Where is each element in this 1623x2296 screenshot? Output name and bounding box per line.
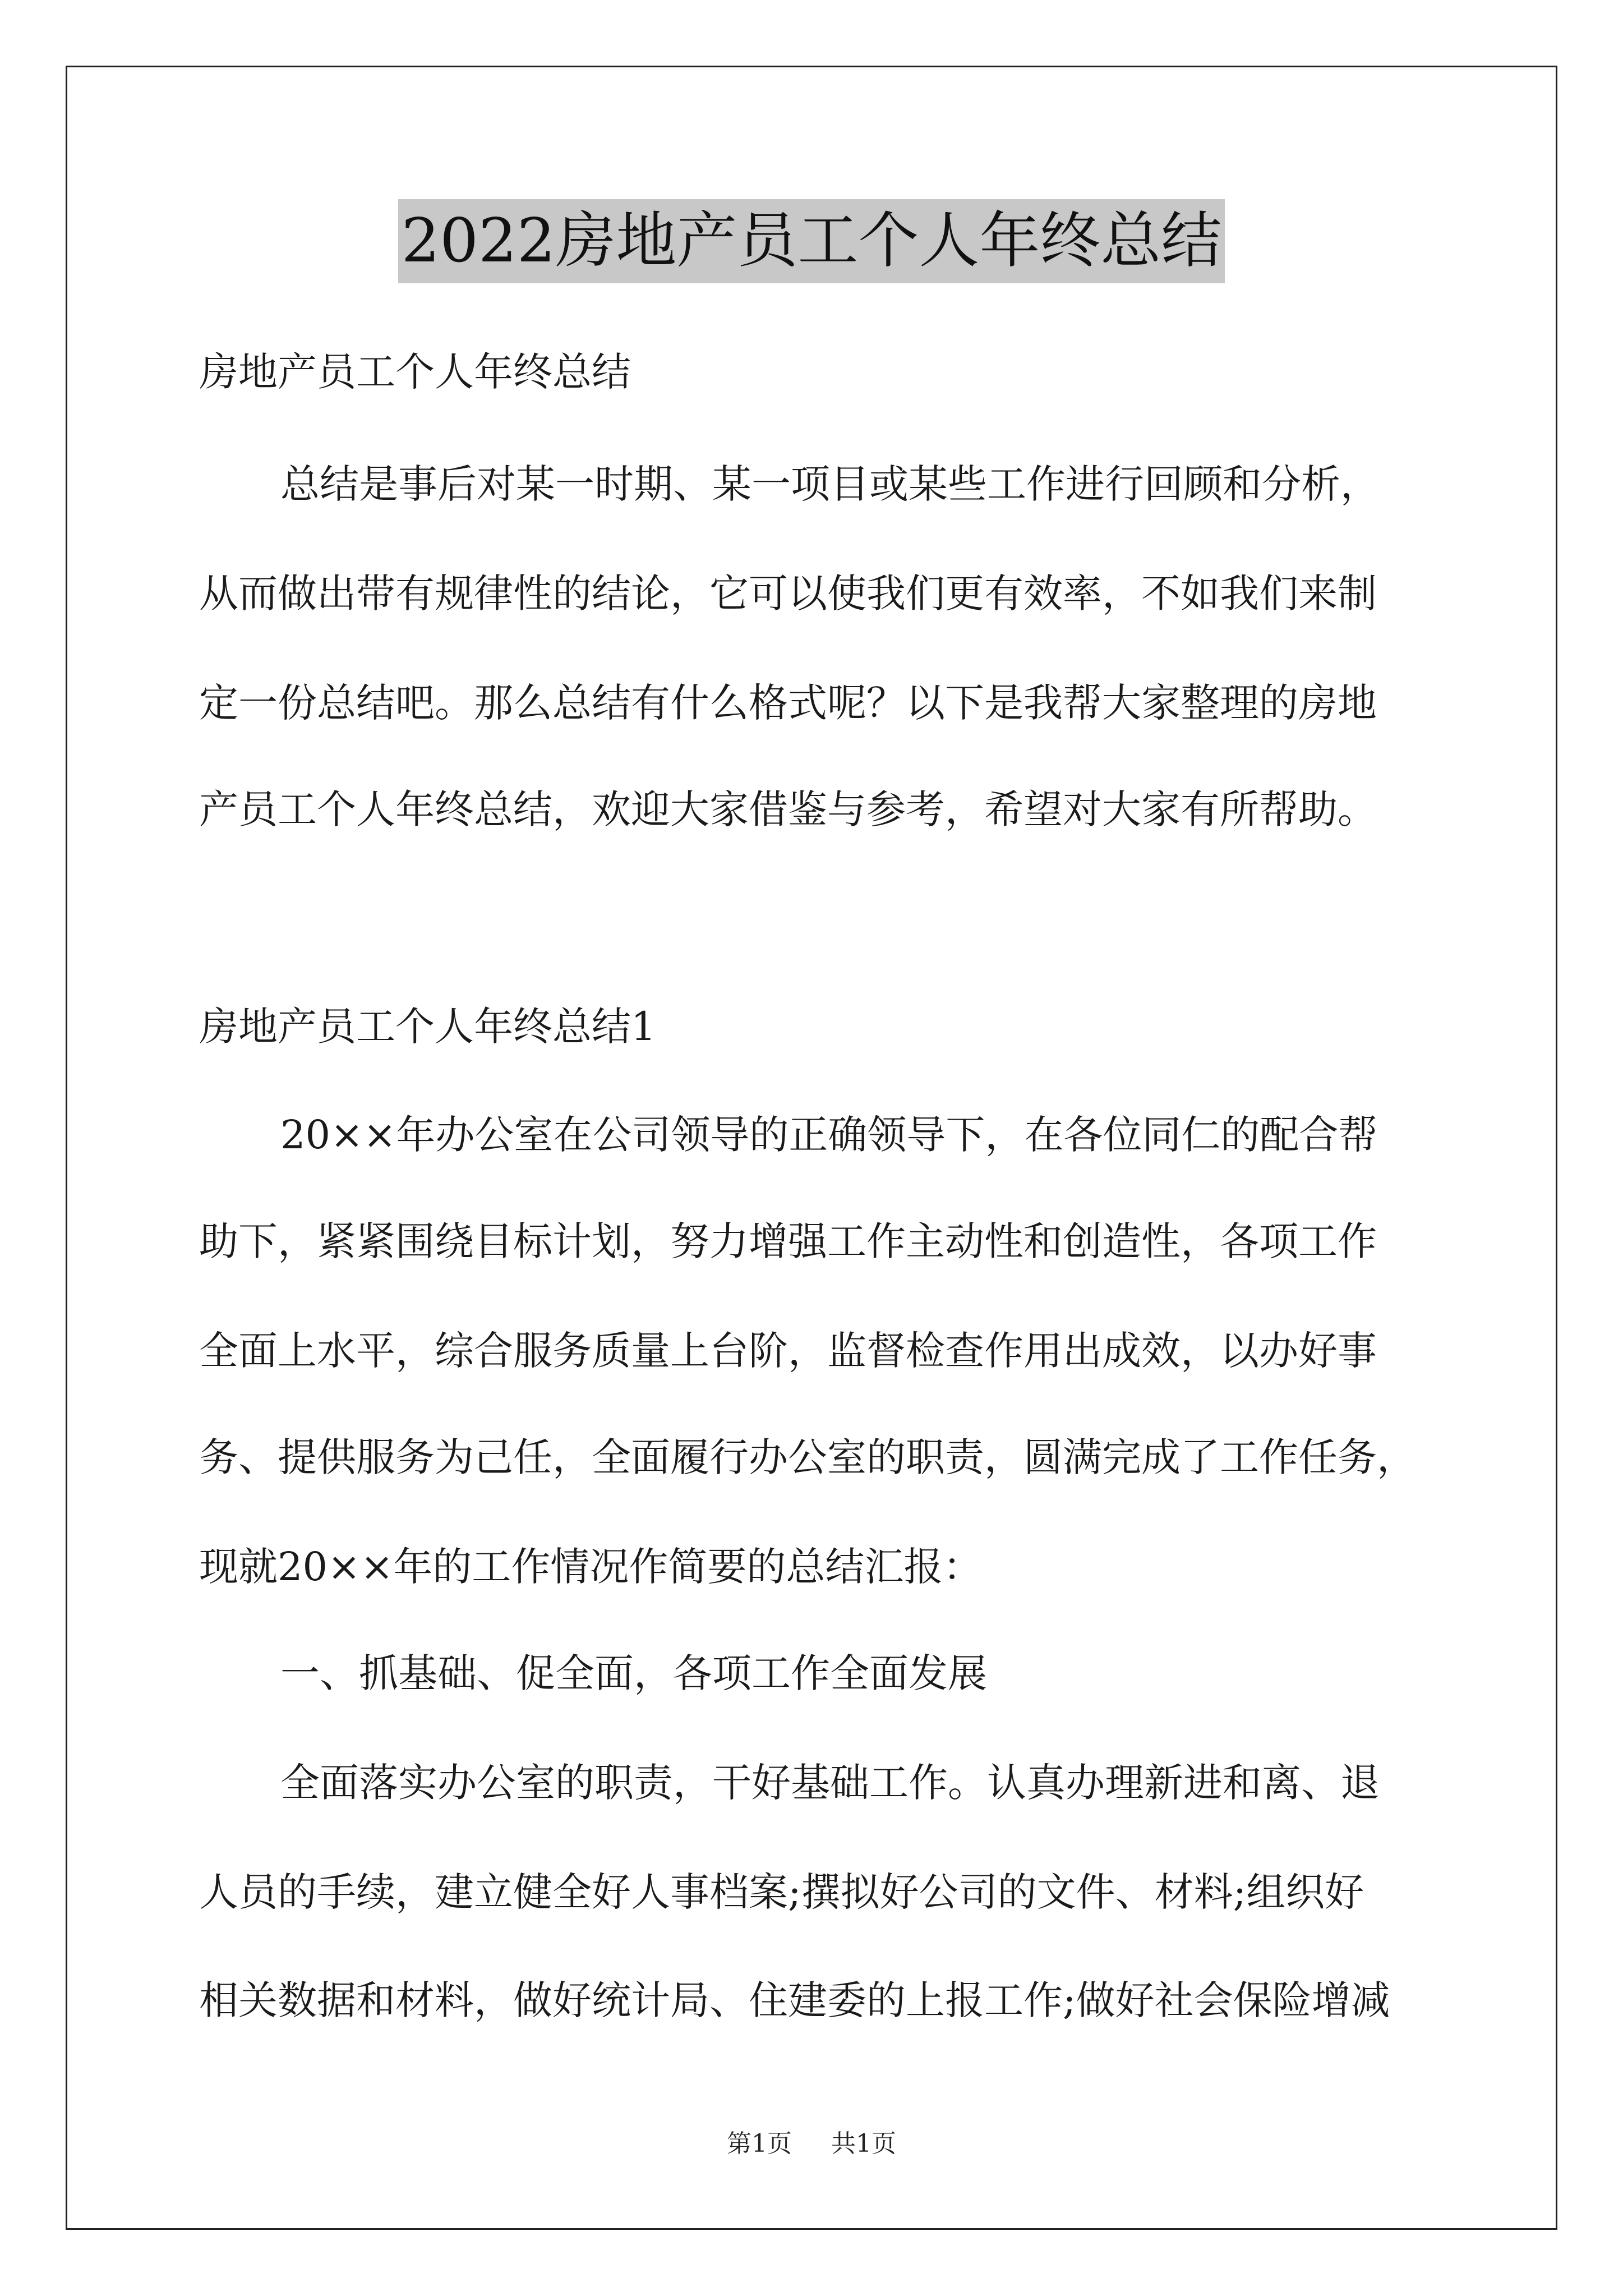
paragraph-line: 全面落实办公室的职责，干好基础工作。认真办理新进和离、退 [280,1760,1380,1806]
document-title: 2022房地产员工个人年终总结 [398,199,1225,283]
paragraph-line: 务、提供服务为己任，全面履行办公室的职责，圆满完成了工作任务， [199,1434,1416,1480]
paragraph-line: 相关数据和材料，做好统计局、住建委的上报工作;做好社会保险增减 [199,1977,1390,2023]
paragraph-line: 定一份总结吧。那么总结有什么格式呢？以下是我帮大家整理的房地 [199,680,1377,726]
paragraph-line: 总结是事后对某一时期、某一项目或某些工作进行回顾和分析， [280,461,1380,507]
paragraph-line: 人员的手续，建立健全好人事档案;撰拟好公司的文件、材料;组织好 [199,1869,1364,1915]
paragraph-line: 助下，紧紧围绕目标计划，努力增强工作主动性和创造性，各项工作 [199,1218,1377,1264]
paragraph-line: 产员工个人年终总结，欢迎大家借鉴与参考，希望对大家有所帮助。 [199,786,1377,832]
paragraph-line: 从而做出带有规律性的结论，它可以使我们更有效率，不如我们来制 [199,570,1377,616]
subsection-heading: 一、抓基础、促全面，各项工作全面发展 [280,1650,987,1696]
section-heading: 房地产员工个人年终总结1 [199,1004,656,1050]
paragraph-line: 20××年办公室在公司领导的正确领导下，在各位同仁的配合帮 [280,1112,1378,1158]
paragraph-line: 全面上水平，综合服务质量上台阶，监督检查作用出成效，以办好事 [199,1328,1377,1374]
section-heading: 房地产员工个人年终总结 [199,349,631,395]
page-total: 共1页 [831,2129,896,2158]
paragraph-line: 现就20××年的工作情况作简要的总结汇报： [199,1544,983,1590]
page-number: 第1页 [727,2129,792,2158]
page-footer [0,2127,1623,2161]
title-container [0,199,1623,283]
